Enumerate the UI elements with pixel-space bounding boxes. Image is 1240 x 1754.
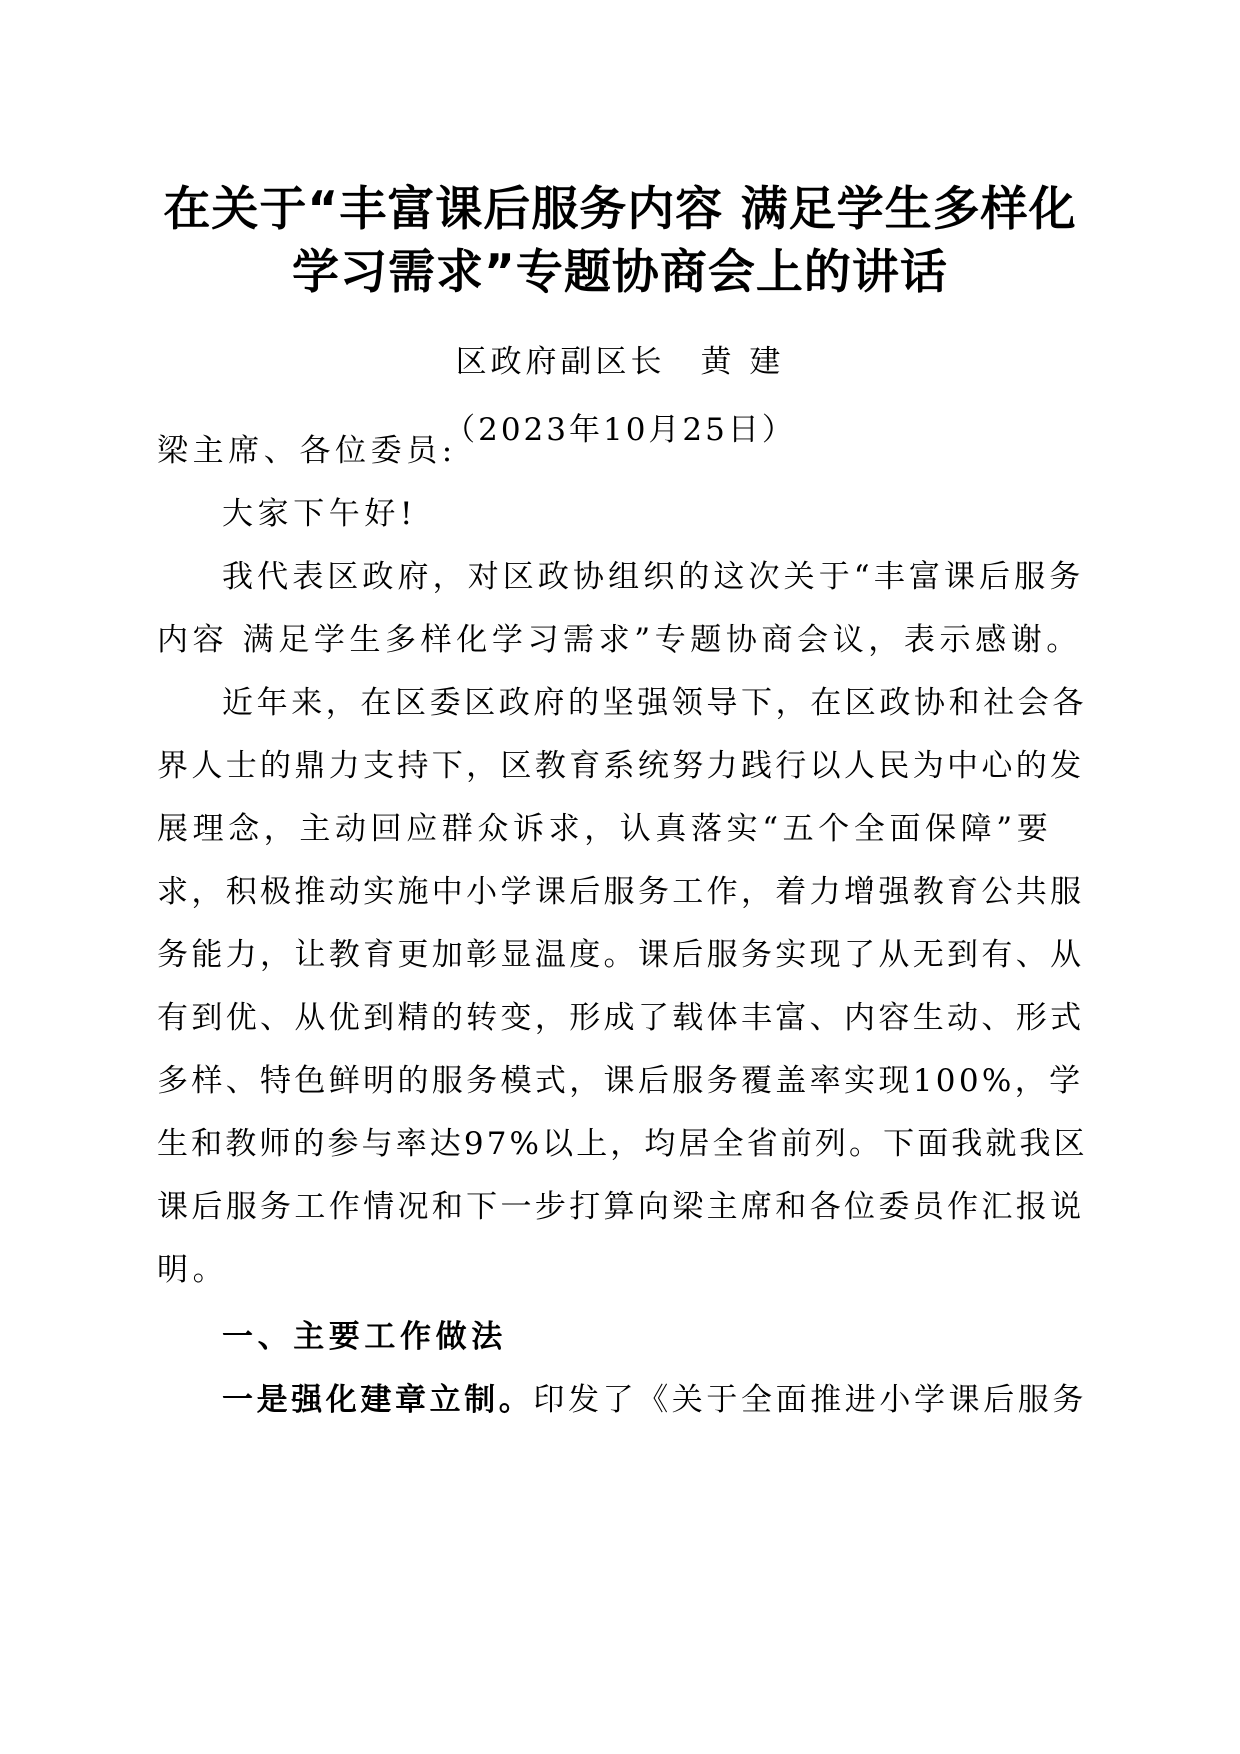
paragraph-2-line: 界人士的鼎力支持下，区教育系统努力践行以人民为中心的发 xyxy=(157,748,1085,784)
document-title-line-2: 学习需求”专题协商会上的讲话 xyxy=(292,245,948,300)
paragraph-3-lead: 一是强化建章立制。 xyxy=(222,1382,534,1418)
paragraph-2-line: 课后服务工作情况和下一步打算向梁主席和各位委员作汇报说 xyxy=(157,1189,1085,1225)
salutation: 梁主席、各位委员: xyxy=(157,433,457,469)
paragraph-2-line: 求，积极推动实施中小学课后服务工作，着力增强教育公共服 xyxy=(157,874,1085,910)
paragraph-1-line: 我代表区政府，对区政协组织的这次关于“丰富课后服务 xyxy=(222,559,1085,595)
speaker-byline: 区政府副区长 黄 建 xyxy=(455,344,785,380)
paragraph-2-line: 多样、特色鲜明的服务模式，课后服务覆盖率实现100%，学 xyxy=(157,1063,1084,1099)
greeting: 大家下午好! xyxy=(222,496,418,532)
paragraph-2-line: 务能力，让教育更加彰显温度。课后服务实现了从无到有、从 xyxy=(157,937,1085,973)
paragraph-2-line: 近年来，在区委区政府的坚强领导下，在区政协和社会各 xyxy=(222,685,1087,721)
section-heading: 一、主要工作做法 xyxy=(222,1319,507,1355)
paragraph-3-text: 印发了《关于全面推进小学课后服务 xyxy=(533,1382,1088,1418)
speech-date: （2023年10月25日） xyxy=(444,412,796,448)
paragraph-2-line: 展理念，主动回应群众诉求，认真落实“五个全面保障”要 xyxy=(157,811,1053,847)
paragraph-2-line: 明。 xyxy=(157,1252,229,1288)
paragraph-2-line: 有到优、从优到精的转变，形成了载体丰富、内容生动、形式 xyxy=(157,1000,1085,1036)
paragraph-2-line: 生和教师的参与率达97%以上，均居全省前列。下面我就我区 xyxy=(157,1126,1088,1162)
document-title-line-1: 在关于“丰富课后服务内容 满足学生多样化 xyxy=(163,182,1077,237)
paragraph-1-line: 内容 满足学生多样化学习需求”专题协商会议，表示感谢。 xyxy=(157,622,1082,658)
paragraph-3-line xyxy=(157,1369,1087,1432)
